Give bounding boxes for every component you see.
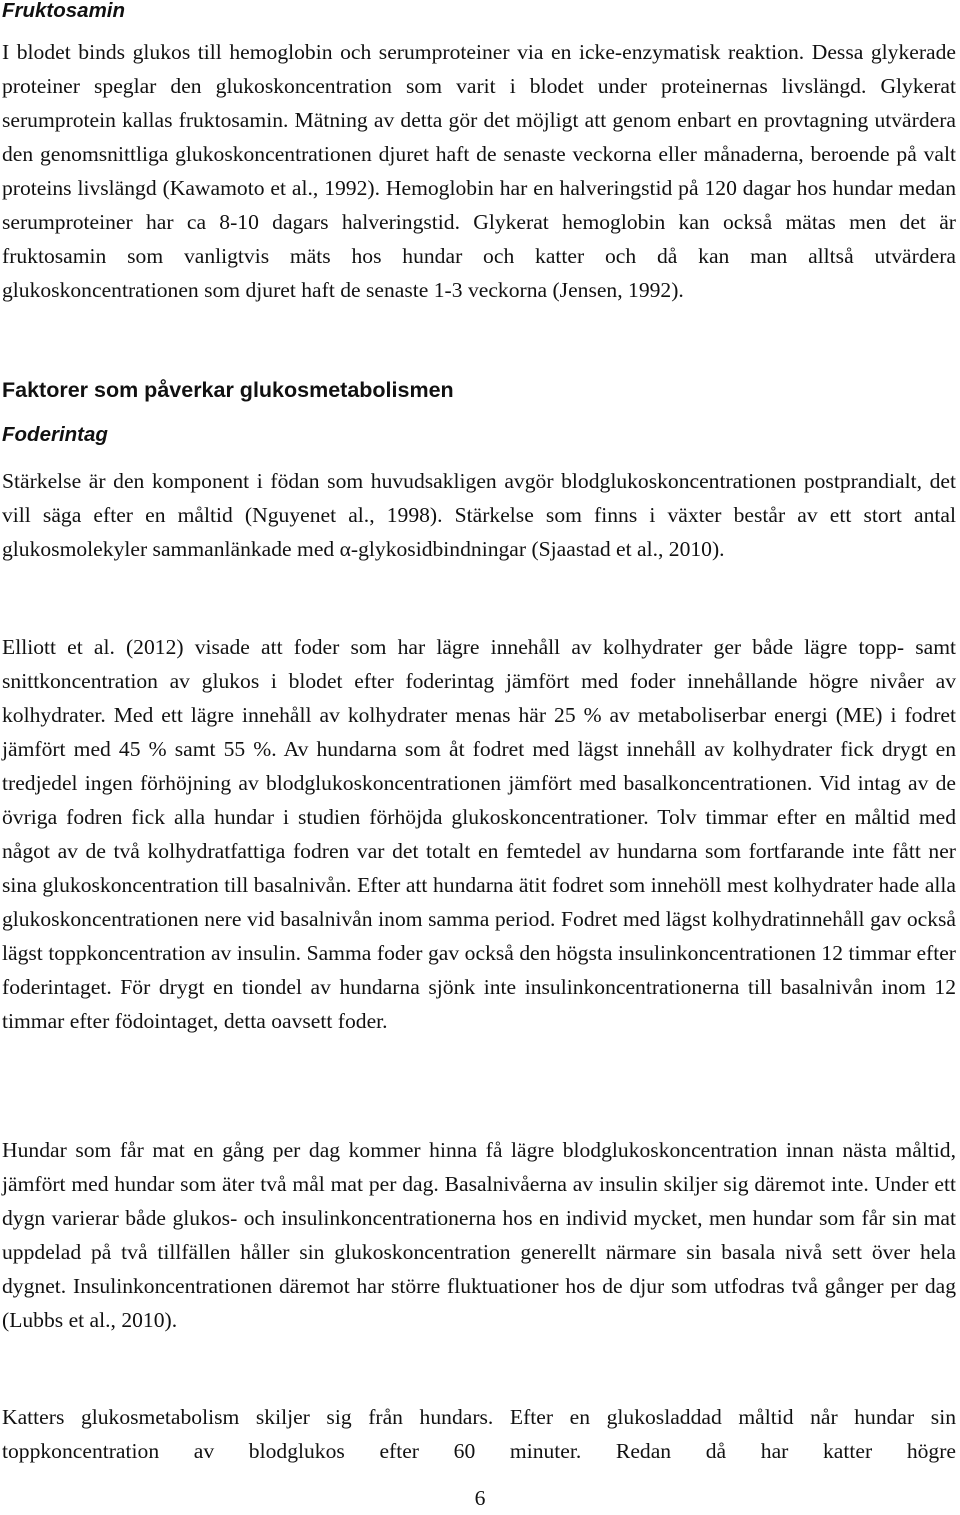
section-heading-fruktosamin: Fruktosamin — [2, 0, 126, 22]
paragraph-starkelse: Stärkelse är den komponent i födan som huvudsakligen avgör blodglukoskoncentrationen postprandialt, det vill säga efter en måltid (Nguyenet al., 1998). Stärkelse som finns i växter består av ett stort antal glukosmolekyler sammanlänkade med α-glykosidbindningar (Sjaastad et al., 2010). — [2, 469, 956, 561]
section-heading-faktorer: Faktorer som påverkar glukosmetabolismen — [2, 378, 454, 402]
paragraph-hundar-mat: Hundar som får mat en gång per dag kommer hinna få lägre blodglukoskoncentration innan nästa måltid, jämfört med hundar som äter två mål mat per dag. Basalnivåerna av insulin skiljer sig däremot inte. Under ett dygn varierar både glukos- och insulinkoncentrationerna hos en individ mycket, men hundar som får sin mat uppdelad på två tillfällen håller sin glukoskoncentration generellt närmare sin basala nivå sett över hela dygnet. Insulinkoncentrationen däremot har större fluktuationer hos de djur som utfodras två gånger per dag (Lubbs et al., 2010). — [2, 1138, 956, 1332]
paragraph-fruktosamin: I blodet binds glukos till hemoglobin och serumproteiner via en icke-enzymatisk reaktion. Dessa glykerade proteiner speglar den glukoskoncentration som varit i blodet under proteinernas livslängd. Glykerat serumprotein kallas fruktosamin. Mätning av detta gör det möjligt att genom enbart en provtagning utvärdera den genomsnittliga glukoskoncentrationen djuret haft de senaste veckorna eller månaderna, beroende på valt proteins livslängd (Kawamoto et al., 1992). Hemoglobin har en halveringstid på 120 dagar hos hundar medan serumproteiner har ca 8-10 dagars halveringstid. Glykerat hemoglobin kan också mätas men det är fruktosamin som vanligtvis mäts hos hundar och katter och då kan man alltså utvärdera glukoskoncentrationen som djuret haft de senaste 1-3 veckorna (Jensen, 1992). — [2, 40, 956, 302]
subheading-foderintag: Foderintag — [2, 423, 108, 446]
page-number: 6 — [474, 1486, 486, 1510]
paragraph-elliott: Elliott et al. (2012) visade att foder som har lägre innehåll av kolhydrater ger både lägre topp- samt snittkoncentration av glukos i blodet efter foderintag jämfört med foder innehållande högre nivåer av kolhydrater. Med ett lägre innehåll av kolhydrater menas här 25 % av metaboliserbar energi (ME) i fodret jämfört med 45 % samt 55 %. Av hundarna som åt fodret med lägst innehåll av kolhydrater fick drygt en tredjedel ingen förhöjning av blodglukoskoncentrationen jämfört med basalkoncentrationen. Vid intag av de övriga fodren fick alla hundar i studien förhöjda glukoskoncentrationer. Tolv timmar efter en måltid med något av de två kolhydratfattiga fodren var det totalt en femtedel av hundarna som fortfarande inte fått ner sina glukoskoncentration till basalnivån. Efter att hundarna ätit fodret som innehöll mest kolhydrater hade alla glukoskoncentrationen nere vid basalnivån inom samma period. Fodret med lägst kolhydratinnehåll gav också lägst toppkoncentration av insulin. Samma foder gav också den högsta insulinkoncentrationen 12 timmar efter foderintaget. För drygt en tiondel av hundarna sjönk inte insulinkoncentrationerna till basalnivån inom 12 timmar efter födointaget, detta oavsett foder. — [2, 635, 956, 1033]
paragraph-katters: Katters glukosmetabolism skiljer sig från hundars. Efter en glukosladdad måltid når hundar sin toppkoncentration av blodglukos efter 60 minuter. Redan då har katter högre — [2, 1405, 956, 1463]
